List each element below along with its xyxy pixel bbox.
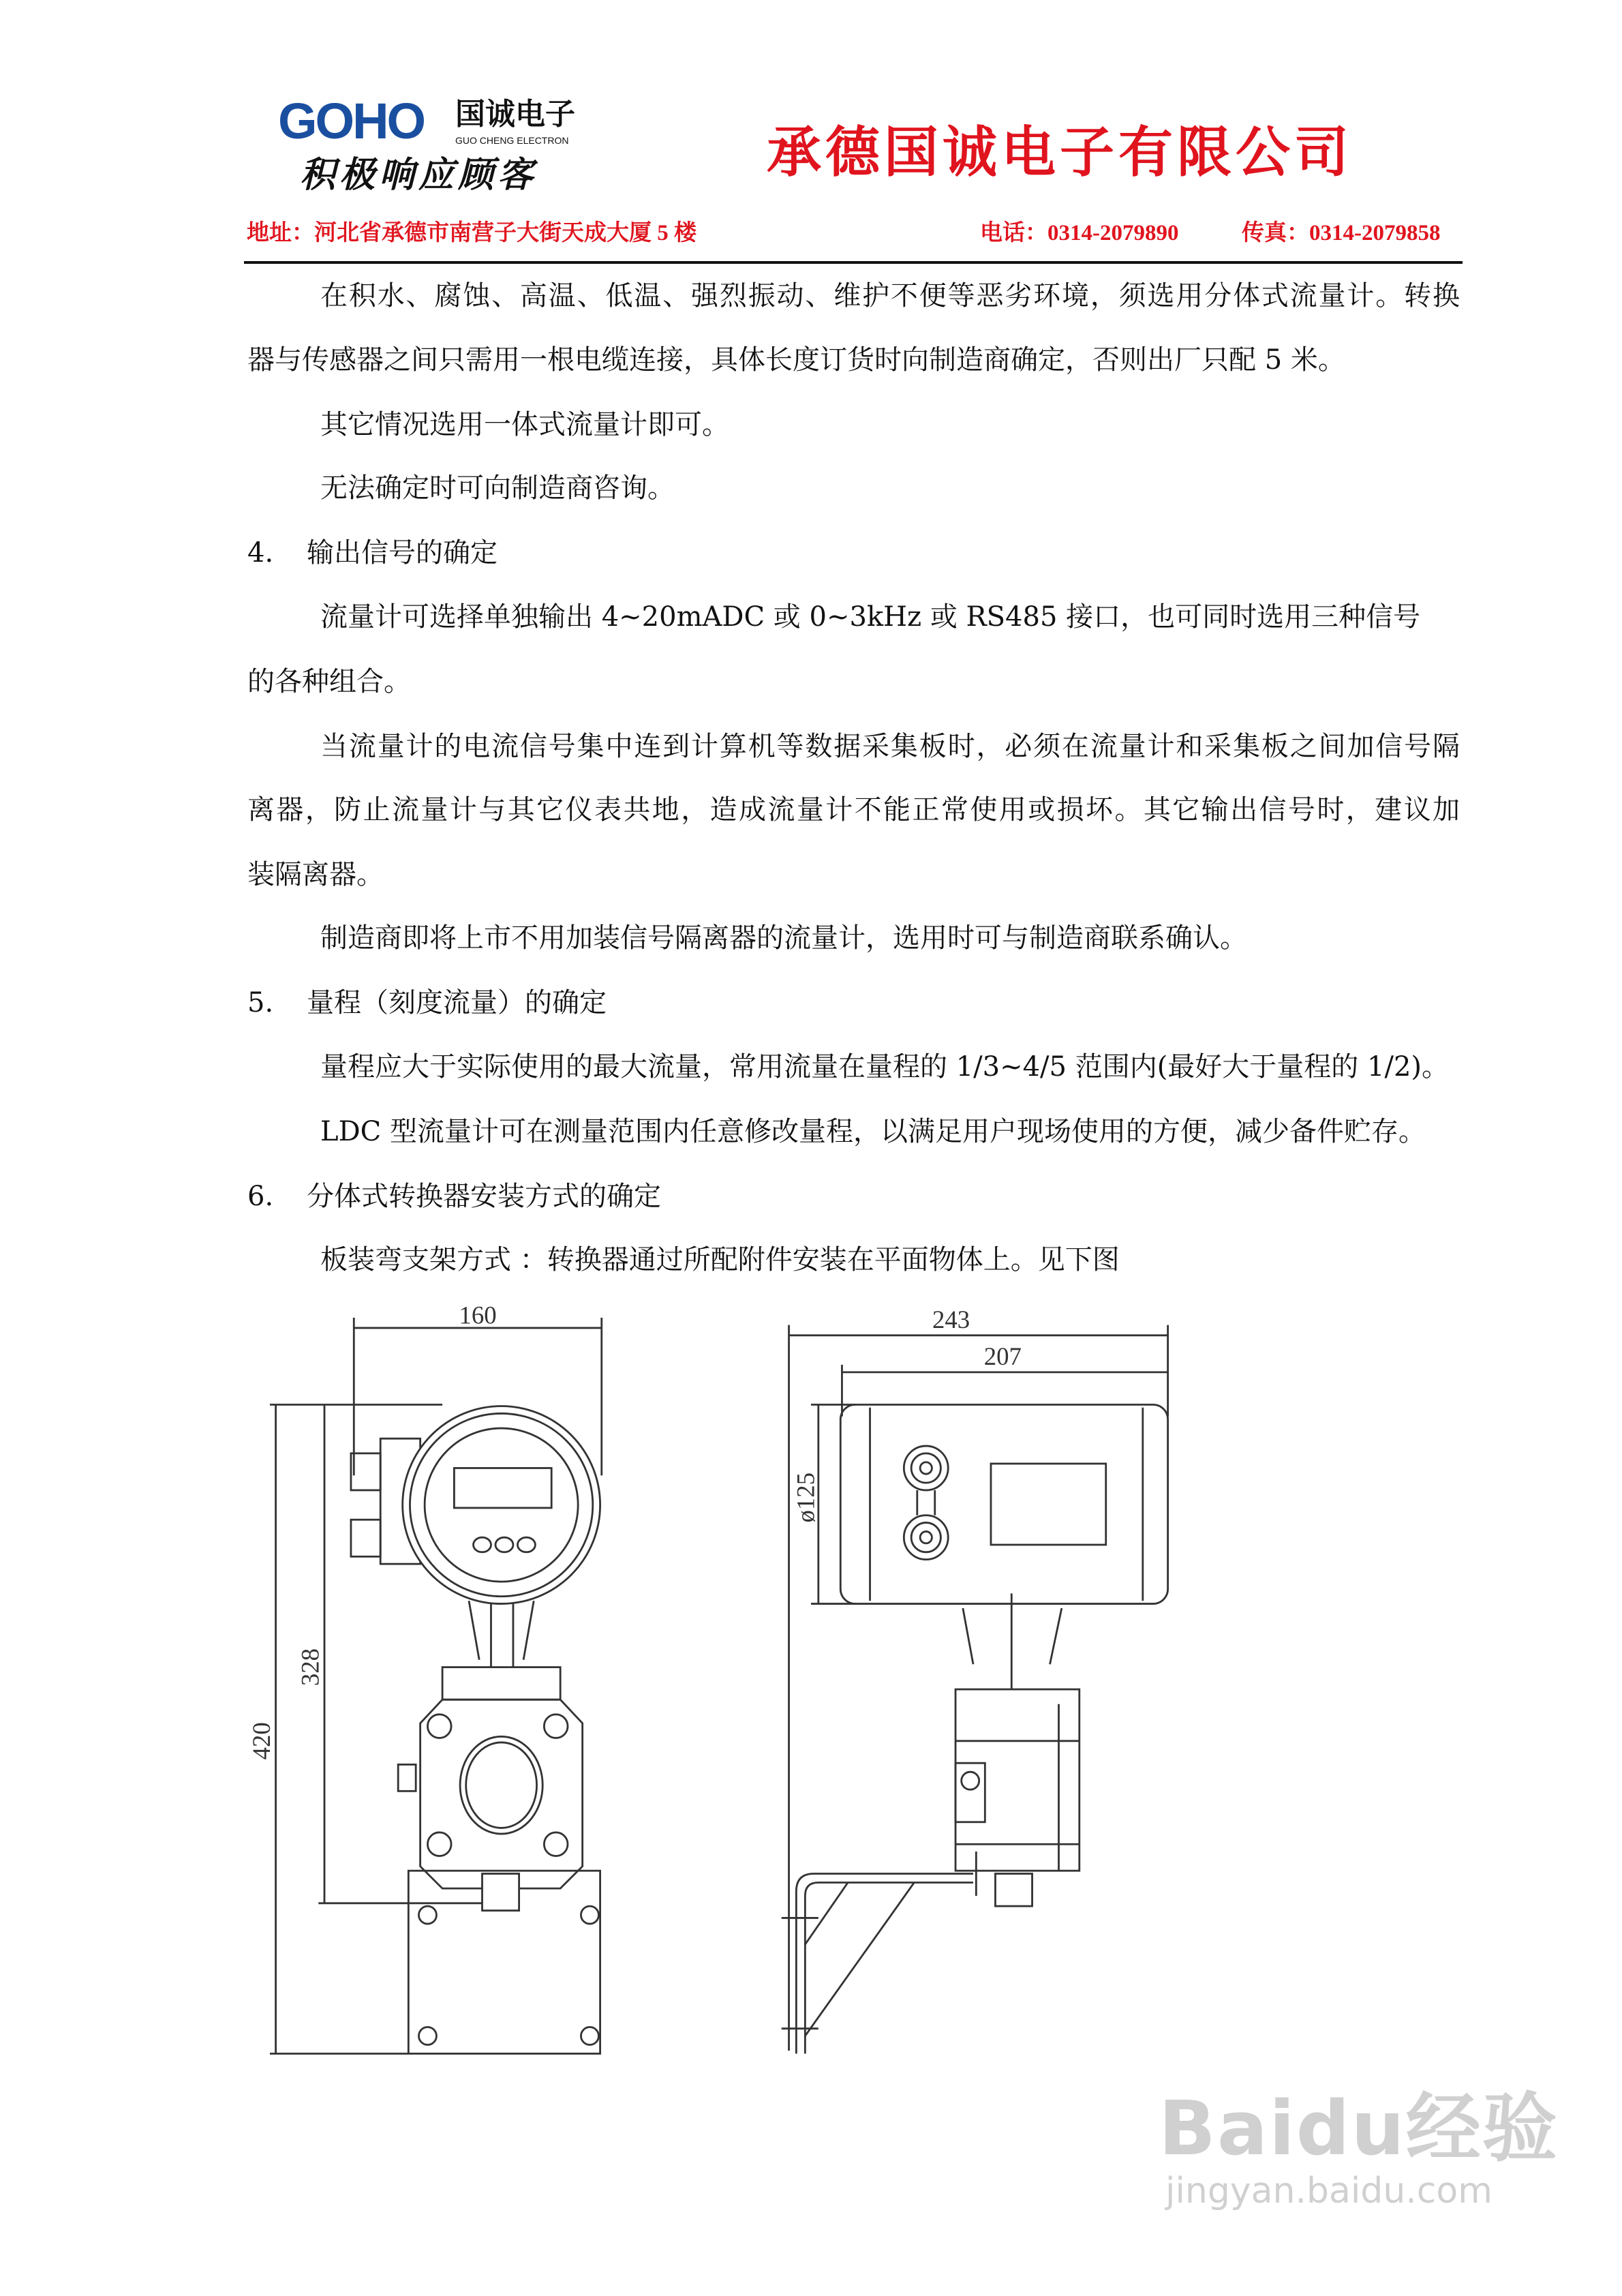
dim-420-label: 420 <box>247 1722 275 1760</box>
paragraph-line: LDC 型流量计可在测量范围内任意修改量程，以满足用户现场使用的方便，减少备件贮存。 <box>320 1116 1426 1147</box>
dim-207-label: 207 <box>983 1342 1022 1371</box>
phone: 电话：0314-2079890 <box>980 221 1179 245</box>
watermark-url: jingyan.baidu.com <box>1165 2171 1493 2211</box>
paragraph-line: 其它情况选用一体式流量计即可。 <box>320 409 729 440</box>
section-number: 5. <box>247 987 274 1018</box>
watermark-logo: Baidu经验 <box>1159 2085 1559 2172</box>
dim-diameter-label: ø125 <box>791 1472 820 1523</box>
paragraph-line: 当流量计的电流信号集中连到计算机等数据采集板时，必须在流量计和采集板之间加信号隔 <box>320 731 1460 762</box>
dim-160-label: 160 <box>459 1301 497 1329</box>
front-view <box>247 1301 602 2053</box>
slogan: 积极响应顾客 <box>300 154 538 196</box>
section-number: 6. <box>247 1181 274 1212</box>
side-view <box>782 1305 1168 2054</box>
fax: 传真：0314-2079858 <box>1242 221 1441 245</box>
paragraph-line: 流量计可选择单独输出 4~20mADC 或 0~3kHz 或 RS485 接口，也可同时选用三种信号 <box>320 601 1421 633</box>
section-title: 量程（刻度流量）的确定 <box>307 987 607 1018</box>
paragraph-line: 在积水、腐蚀、高温、低温、强烈振动、维护不便等恶劣环境，须选用分体式流量计。转换 <box>320 280 1460 312</box>
baidu-jingyan-watermark <box>1159 2086 1559 2211</box>
goho-logo: GOHO <box>278 93 425 149</box>
paragraph-line: 制造商即将上市不用加装信号隔离器的流量计，选用时可与制造商联系确认。 <box>320 922 1247 954</box>
logo-english-name: GUO CHENG ELECTRON <box>455 135 569 146</box>
paragraph-line: 器与传感器之间只需用一根电缆连接，具体长度订货时向制造商确定，否则出厂只配 5 米。 <box>247 344 1345 376</box>
paragraph-line: 的各种组合。 <box>247 666 411 697</box>
address: 地址：河北省承德市南营子大街天成大厦 5 楼 <box>247 221 697 245</box>
section-title: 分体式转换器安装方式的确定 <box>307 1181 661 1212</box>
section-number: 4. <box>247 537 274 569</box>
section-title: 输出信号的确定 <box>307 537 498 569</box>
paragraph-line: 装隔离器。 <box>247 859 384 890</box>
logo-chinese-name: 国诚电子 <box>455 97 575 131</box>
dim-243-label: 243 <box>932 1305 970 1333</box>
paragraph-line: 离器，防止流量计与其它仪表共地，造成流量计不能正常使用或损坏。其它输出信号时，建议加 <box>247 794 1460 826</box>
company-name: 承德国诚电子有限公司 <box>767 120 1353 184</box>
dim-328-label: 328 <box>296 1648 324 1687</box>
paragraph-line: 板装弯支架方式 ：转换器通过所配附件安装在平面物体上。见下图 <box>320 1244 1120 1275</box>
paragraph-line: 量程应大于实际使用的最大流量，常用流量在量程的 1/3~4/5 范围内(最好大于量程的 1/2)。 <box>320 1051 1449 1083</box>
paragraph-line: 无法确定时可向制造商咨询。 <box>320 472 675 504</box>
